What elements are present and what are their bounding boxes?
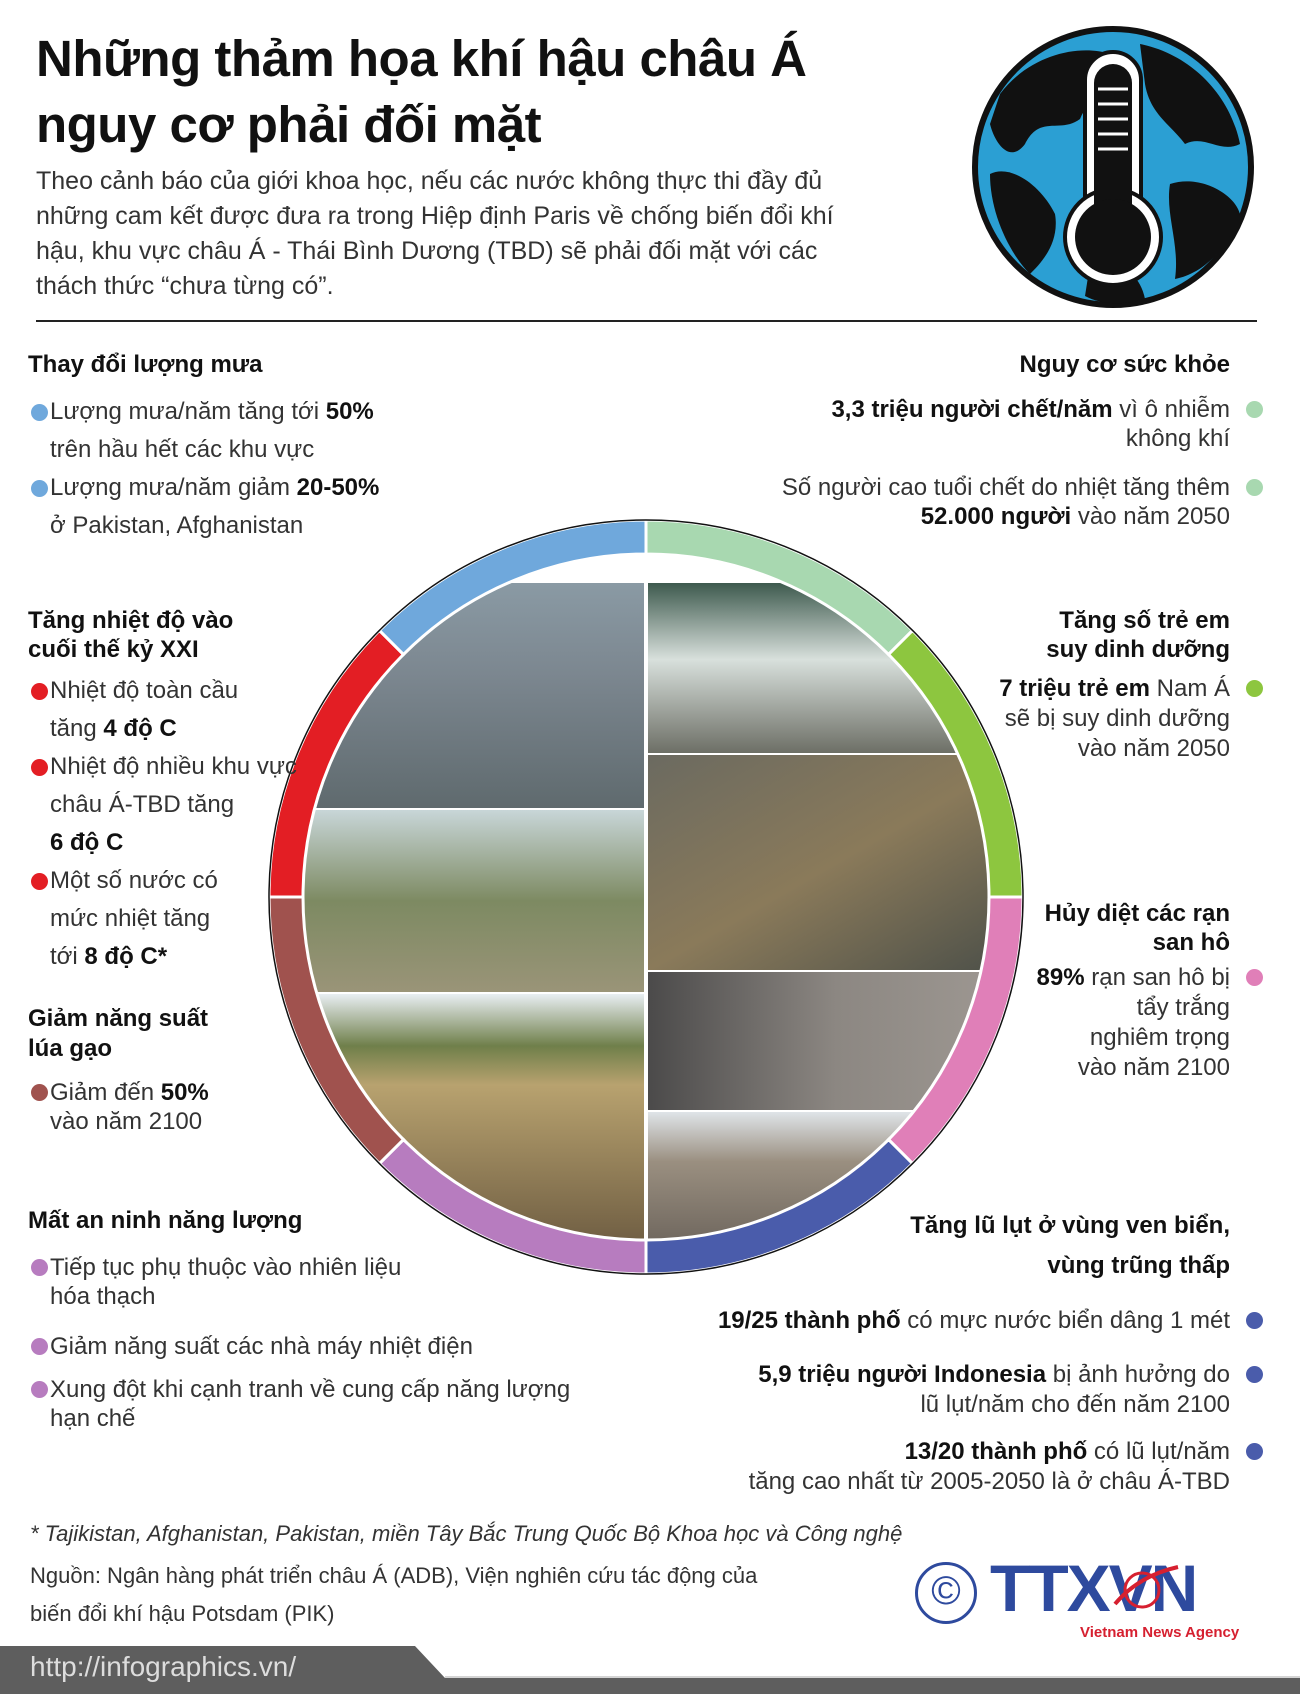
- copyright-icon: ©: [915, 1562, 977, 1624]
- bullet-icon: [1246, 1443, 1263, 1460]
- bullet-icon: [1246, 680, 1263, 697]
- item-text: tăng cao nhất từ 2005-2050 là ở châu Á-TBD: [748, 1468, 1230, 1495]
- header-divider: [36, 320, 1257, 322]
- section-rice: [28, 1004, 209, 1136]
- item-text: không khí: [1125, 425, 1230, 452]
- section-energy: [28, 1206, 570, 1433]
- heading-line: Tăng số trẻ em: [1059, 607, 1230, 634]
- bullet-icon: [1246, 1366, 1263, 1383]
- bullet-icon: [1246, 1312, 1263, 1329]
- item-highlight: 6 độ C: [50, 829, 124, 856]
- section-children: [999, 606, 1230, 764]
- logo-tagline: Vietnam News Agency: [1080, 1624, 1240, 1641]
- item-text: ở Pakistan, Afghanistan: [50, 512, 304, 539]
- bullet-icon: [31, 404, 48, 421]
- item-text: nghiêm trọng: [1089, 1024, 1230, 1051]
- item-text: rạn san hô bị: [1084, 964, 1230, 991]
- item-text: tới: [50, 943, 85, 970]
- item-text: hóa thạch: [50, 1283, 156, 1310]
- page-title: [36, 26, 806, 158]
- bullet-icon: [31, 480, 48, 497]
- list-item: [28, 862, 297, 976]
- item-highlight: 7 triệu trẻ em: [999, 675, 1150, 702]
- heading-line: san hô: [1152, 929, 1230, 956]
- item-text: Giảm đến: [50, 1079, 161, 1106]
- item-text: Nhiệt độ nhiều khu vực: [50, 753, 297, 780]
- item-text: vào năm 2100: [50, 1108, 203, 1135]
- list-item: [28, 393, 379, 469]
- bullet-icon: [31, 1259, 48, 1276]
- energy-heading: Mất an ninh năng lượng: [28, 1207, 303, 1234]
- item-text: tăng: [50, 715, 104, 742]
- item-text: trên hầu hết các khu vực: [50, 436, 315, 463]
- bullet-icon: [1246, 479, 1263, 496]
- item-text: có lũ lụt/năm: [1087, 1438, 1230, 1465]
- temperature-heading: [28, 606, 297, 664]
- list-item: [782, 395, 1230, 453]
- item-text: Lượng mưa/năm tăng tới: [50, 398, 326, 425]
- photo-wheel: [268, 519, 1024, 1275]
- list-item: [718, 1360, 1230, 1420]
- item-text: hạn chế: [50, 1405, 136, 1432]
- heading-line: suy dinh dưỡng: [1046, 636, 1230, 663]
- children-heading: [999, 606, 1230, 664]
- item-highlight: 50%: [160, 1079, 209, 1106]
- bullet-icon: [31, 873, 48, 890]
- title-line-1: Những thảm họa khí hậu châu Á: [36, 30, 807, 87]
- item-highlight: 13/20 thành phố: [904, 1438, 1088, 1465]
- section-coral: [1037, 899, 1230, 1083]
- section-coastal-flooding: [718, 1206, 1230, 1497]
- item-text: Giảm năng suất các nhà máy nhiệt điện: [50, 1333, 473, 1360]
- heading-line: Tăng lũ lụt ở vùng ven biển,: [910, 1212, 1230, 1239]
- ttxvn-logo: [915, 1551, 1255, 1642]
- item-text: Một số nước có: [50, 867, 218, 894]
- list-item: [28, 469, 379, 545]
- heading-line: cuối thế kỷ XXI: [28, 636, 199, 663]
- item-text: Tiếp tục phụ thuộc vào nhiên liệu: [50, 1254, 402, 1281]
- item-text: lũ lụt/năm cho đến năm 2100: [920, 1391, 1230, 1418]
- title-line-2: nguy cơ phải đối mặt: [36, 96, 542, 153]
- item-text: châu Á-TBD tăng: [50, 791, 235, 818]
- item-text: vì ô nhiễm: [1112, 396, 1230, 423]
- heading-line: Giảm năng suất: [28, 1005, 209, 1032]
- logo-wordmark: TTXVN: [990, 1551, 1197, 1625]
- bullet-icon: [1246, 401, 1263, 418]
- heading-line: Hủy diệt các rạn: [1044, 900, 1230, 927]
- bullet-icon: [31, 683, 48, 700]
- list-item: [28, 1078, 209, 1136]
- section-temperature: [28, 606, 297, 976]
- item-text: bị ảnh hưởng do: [1046, 1361, 1230, 1388]
- intro-text: Theo cảnh báo của giới khoa học, nếu các nước không thực thi đầy đủ những cam kết được đưa ra trong Hiệp định Paris về chống biến đổi khí hậu, khu vực châu Á - Thái Bình Dương (TBD) sẽ phải đối mặt với các thách thức “chưa từng có”.: [36, 167, 834, 300]
- section-rainfall: [28, 350, 379, 545]
- list-item: [999, 674, 1230, 764]
- source-line-1: Nguồn: Ngân hàng phát triển châu Á (ADB), Viện nghiên cứu tác động của: [30, 1563, 758, 1588]
- list-item: [28, 748, 297, 862]
- rainfall-heading: Thay đổi lượng mưa: [28, 351, 263, 378]
- item-text: tẩy trắng: [1136, 994, 1230, 1021]
- list-item: [28, 1253, 570, 1311]
- list-item: [28, 1375, 570, 1433]
- heading-line: Tăng nhiệt độ vào: [28, 607, 234, 634]
- item-highlight: 89%: [1036, 964, 1085, 991]
- bullet-icon: [31, 1381, 48, 1398]
- item-highlight: 5,9 triệu người Indonesia: [758, 1361, 1047, 1388]
- health-heading: Nguy cơ sức khỏe: [1019, 351, 1230, 378]
- item-highlight: 3,3 triệu người chết/năm: [831, 396, 1113, 423]
- item-text: mức nhiệt tăng: [50, 905, 211, 932]
- item-highlight: 19/25 thành phố: [717, 1307, 901, 1334]
- list-item: [28, 672, 297, 748]
- footnote: * Tajikistan, Afghanistan, Pakistan, miền Tây Bắc Trung Quốc Bộ Khoa học và Công nghệ: [30, 1521, 903, 1546]
- list-item: [1037, 963, 1230, 1083]
- item-highlight: 20-50%: [296, 474, 380, 501]
- list-item: [782, 473, 1230, 531]
- coastal-heading: [718, 1206, 1230, 1286]
- item-text: Xung đột khi cạnh tranh về cung cấp năng lượng: [50, 1376, 571, 1403]
- item-highlight: 52.000 người: [920, 503, 1072, 530]
- list-item: [718, 1437, 1230, 1497]
- bullet-icon: [1246, 969, 1263, 986]
- section-health: [782, 350, 1230, 531]
- bullet-icon: [31, 759, 48, 776]
- item-text: vào năm 2050: [1077, 735, 1230, 762]
- globe-thermometer-icon: [970, 24, 1260, 314]
- globe-swoosh-icon: [1110, 1562, 1180, 1618]
- list-item: [28, 1332, 570, 1361]
- source-line-2: biến đổi khí hậu Potsdam (PIK): [30, 1601, 335, 1626]
- list-item: [718, 1306, 1230, 1336]
- item-text: vào năm 2050: [1071, 503, 1230, 530]
- item-text: Số người cao tuổi chết do nhiệt tăng thêm: [781, 474, 1230, 501]
- item-text: sẽ bị suy dinh dưỡng: [1004, 705, 1230, 732]
- photo-flooded-city: [648, 755, 1024, 970]
- coral-heading: [1037, 899, 1230, 957]
- item-text: có mực nước biển dâng 1 mét: [900, 1307, 1230, 1334]
- item-highlight: 50%: [325, 398, 374, 425]
- heading-line: lúa gạo: [28, 1035, 113, 1062]
- rice-heading: [28, 1004, 209, 1064]
- item-text: vào năm 2100: [1077, 1054, 1230, 1081]
- item-highlight: 4 độ C: [103, 715, 177, 742]
- website-link[interactable]: http://infographics.vn/: [30, 1651, 297, 1682]
- bullet-icon: [31, 1338, 48, 1355]
- heading-line: vùng trũng thấp: [1047, 1252, 1230, 1279]
- photo-flood-truck: [268, 810, 644, 992]
- bullet-icon: [31, 1084, 48, 1101]
- item-text: Nhiệt độ toàn cầu: [50, 677, 239, 704]
- item-text: Lượng mưa/năm giảm: [50, 474, 297, 501]
- item-highlight: 8 độ C*: [84, 943, 168, 970]
- item-text: Nam Á: [1149, 675, 1230, 702]
